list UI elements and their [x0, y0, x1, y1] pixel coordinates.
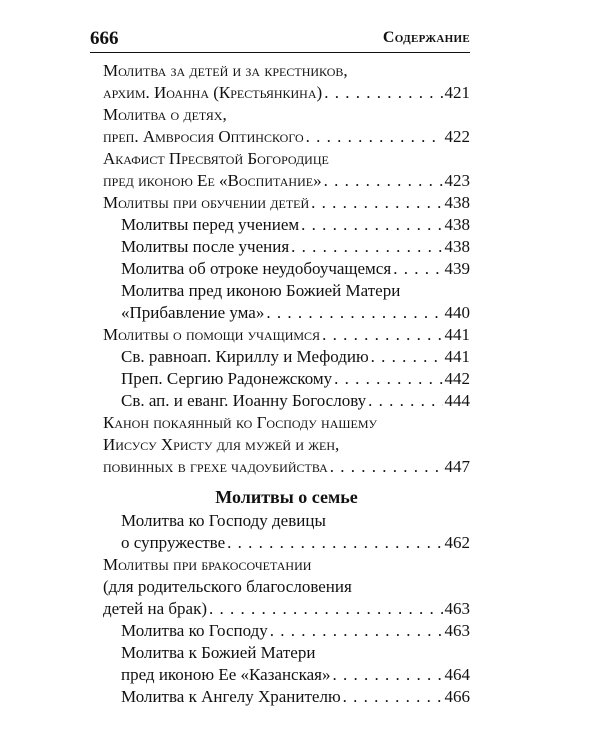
dot-leader	[330, 456, 443, 478]
toc-entry-line	[103, 126, 470, 148]
dot-leader	[393, 258, 442, 280]
toc-page-number: 422	[444, 127, 470, 146]
toc-entry	[103, 148, 470, 192]
toc-entry-text: Молитва о детях,	[103, 105, 227, 124]
toc-entry-text: Молитвы после учения	[121, 237, 290, 256]
toc-page-number: 444	[444, 391, 470, 410]
toc-entry-text: Молитва ко Господу	[121, 621, 268, 640]
toc-entry-text: пред иконою Ее «Казанская»	[121, 665, 331, 684]
running-title: Содержание	[382, 29, 470, 46]
toc-page-number: 464	[444, 665, 470, 684]
dot-leader	[371, 346, 443, 368]
dot-leader	[334, 368, 442, 390]
dot-leader	[227, 532, 442, 554]
toc-entry	[103, 192, 470, 214]
toc-subentry	[103, 686, 470, 708]
toc-subentry	[103, 214, 470, 236]
dot-leader	[311, 192, 442, 214]
dot-leader	[209, 598, 442, 620]
dot-leader	[332, 664, 442, 686]
section-heading: Молитвы о семье	[215, 487, 358, 507]
toc-page-number: 438	[444, 215, 470, 234]
toc-entry-line	[103, 82, 470, 104]
dot-leader	[324, 170, 443, 192]
toc-entry-line	[103, 456, 470, 478]
toc-entry	[103, 104, 470, 148]
toc-page-number: 463	[444, 599, 470, 618]
toc-entry-text: Молитва к Божией Матери	[121, 643, 316, 662]
toc-page-number: 438	[444, 193, 470, 212]
toc-page-number: 442	[444, 369, 470, 388]
dot-leader	[324, 82, 442, 104]
toc-entry-text: Молитва за детей и за крестников,	[103, 61, 348, 80]
toc-entry-text: Молитва пред иконою Божией Матери	[121, 281, 401, 300]
toc-entry-text: Молитвы о помощи учащимся	[103, 325, 321, 344]
toc-page-number: 439	[444, 259, 470, 278]
toc-subentry	[103, 258, 470, 280]
toc-entry-text: Канон покаянный ко Господу нашему	[103, 413, 377, 432]
toc-entry-text: Молитва ко Господу девицы	[121, 511, 326, 530]
toc-entry-line	[103, 302, 470, 324]
toc-entry-text: Молитвы при бракосочетании	[103, 555, 312, 574]
toc-subentry	[103, 620, 470, 642]
toc-subentry	[103, 642, 470, 686]
toc-page-number: 441	[444, 325, 470, 344]
toc-page-number: 421	[444, 83, 470, 102]
toc-entry-text: Св. равноап. Кириллу и Мефодию	[121, 347, 369, 366]
dot-leader	[368, 390, 442, 412]
toc-entry-text: архим. Иоанна (Крестьянкина)	[103, 83, 323, 102]
toc-entry-text: преп. Амвросия Оптинского	[103, 127, 304, 146]
toc-page-number: 466	[444, 687, 470, 706]
toc-page-number: 441	[444, 347, 470, 366]
toc-entry-text: Молитвы перед учением	[121, 215, 300, 234]
toc-entry-text: Молитвы при обучении детей	[103, 193, 310, 212]
toc-entry	[103, 554, 470, 620]
toc-entry	[103, 324, 470, 346]
page-number: 666	[90, 28, 119, 49]
toc-subentry	[103, 280, 470, 324]
toc-entry-text: пред иконою Ее «Воспитание»	[103, 171, 322, 190]
toc-entry	[103, 60, 470, 104]
toc-page-number: 462	[444, 533, 470, 552]
toc-page-number: 438	[444, 237, 470, 256]
toc-subentry	[103, 368, 470, 390]
toc-entry-text: детей на брак)	[103, 599, 208, 618]
toc-entry-line	[103, 532, 470, 554]
toc-subentry	[103, 510, 470, 554]
table-of-contents	[103, 60, 470, 708]
dot-leader	[301, 214, 442, 236]
dot-leader	[270, 620, 443, 642]
toc-entry-text: Иисусу Христу для мужей и жен,	[103, 435, 340, 454]
toc-entry-text: (для родительского благословения	[103, 577, 352, 596]
header-rule	[90, 52, 470, 53]
toc-entry-text: Молитва к Ангелу Хранителю	[121, 687, 341, 706]
dot-leader	[306, 126, 443, 148]
toc-entry-text: «Прибавление ума»	[121, 303, 265, 322]
page-header	[90, 28, 470, 50]
toc-entry-line	[103, 664, 470, 686]
toc-entry-text: Св. ап. и еванг. Иоанну Богослову	[121, 391, 367, 410]
dot-leader	[343, 686, 443, 708]
toc-entry-text: о супружестве	[121, 533, 226, 552]
dot-leader	[266, 302, 442, 324]
toc-subentry	[103, 346, 470, 368]
toc-page-number: 463	[444, 621, 470, 640]
toc-page-number: 440	[444, 303, 470, 322]
toc-entry-line	[103, 170, 470, 192]
toc-entry-text: Преп. Сергию Радонежскому	[121, 369, 333, 388]
toc-entry-text: Акафист Пресвятой Богородице	[103, 149, 329, 168]
dot-leader	[291, 236, 442, 258]
toc-subentry	[103, 236, 470, 258]
toc-page-number: 447	[444, 457, 470, 476]
toc-page-number: 423	[444, 171, 470, 190]
toc-subentry	[103, 390, 470, 412]
toc-entry	[103, 412, 470, 478]
toc-entry-line	[103, 598, 470, 620]
toc-entry-text: Молитва об отроке неудобоучащемся	[121, 259, 392, 278]
toc-entry-text: повинных в грехе чадоубийства	[103, 457, 328, 476]
dot-leader	[322, 324, 442, 346]
